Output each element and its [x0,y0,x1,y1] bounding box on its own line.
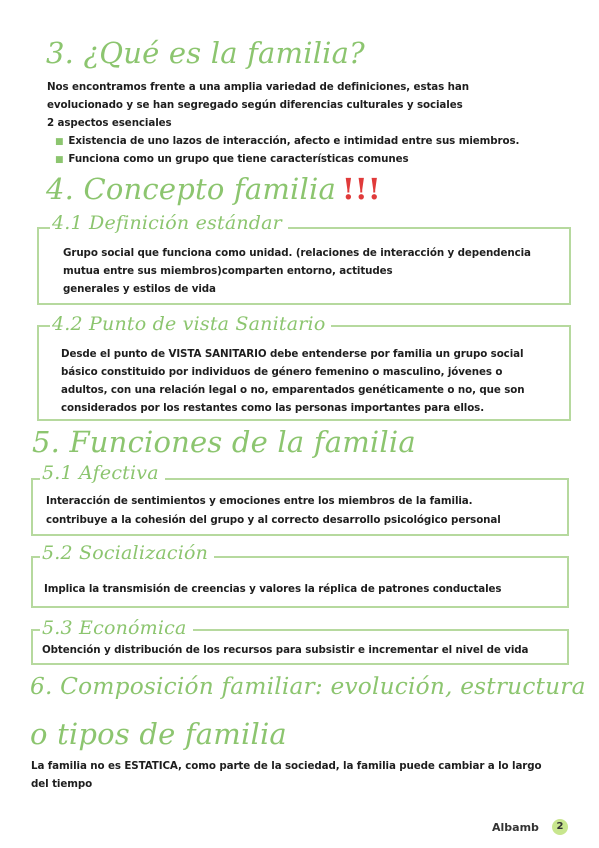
section-6-line-2: del tiempo [31,778,93,790]
section-3-line-1: Nos encontramos frente a una amplia variedad de definiciones, estas han [47,81,469,93]
section-3-title: 3. ¿Qué es la familia? [46,36,365,70]
subsection-5-3-title: 5.3 Económica [40,617,193,639]
box-4-1-line-2: mutua entre sus miembros)comparten entorno, actitudes [63,265,393,277]
box-4-2-line-3: adultos, con una relación legal o no, emparentados genéticamente o no, que son [61,384,525,396]
section-6-title-line-2: o tipos de familia [30,717,287,751]
section-3-bullet-1: ■ Existencia de uno lazos de interacción, afecto e intimidad entre sus miembros. [55,135,520,147]
section-6-title-line-1: 6. Composición familiar: evolución, estructura [30,673,586,700]
section-6-line-1: La familia no es ESTATICA, como parte de la sociedad, la familia puede cambiar a lo largo [31,760,542,772]
subsection-5-2-title: 5.2 Socialización [40,542,214,564]
section-5-title: 5. Funciones de la familia [32,425,416,459]
exclamation-icon: !!! [341,172,381,206]
subsection-5-1-title: 5.1 Afectiva [40,462,165,484]
section-4-title: 4. Concepto familia !!! [46,172,381,206]
box-5-1-line-2: contribuye a la cohesión del grupo y al correcto desarrollo psicológico personal [46,514,501,526]
box-5-1-line-1: Interacción de sentimientos y emociones entre los miembros de la familia. [46,495,473,507]
bullet-icon: ■ [55,155,64,165]
box-4-2-line-2: básico constituido por individuos de género femenino o masculino, jóvenes o [61,366,503,378]
box-4-1-line-1: Grupo social que funciona como unidad. (relaciones de interacción y dependencia [63,247,531,259]
section-3-bullet-2: ■ Funciona como un grupo que tiene características comunes [55,153,409,165]
box-5-2-line-1: Implica la transmisión de creencias y valores la réplica de patrones conductales [44,583,502,595]
box-4-2-line-4: considerados por los restantes como las personas importantes para ellos. [61,402,485,414]
box-4-2-line-1: Desde el punto de VISTA SANITARIO debe entenderse por familia un grupo social [61,348,524,360]
page-number-badge: 2 [552,819,568,835]
subsection-4-1-title: 4.1 Definición estándar [50,212,288,234]
section-3-line-3: 2 aspectos esenciales [47,117,172,129]
subsection-4-2-title: 4.2 Punto de vista Sanitario [50,313,331,335]
footer-author: Albamb [492,821,539,834]
box-5-3-line-1: Obtención y distribución de los recursos para subsistir e incrementar el nivel de vida [42,644,529,656]
bullet-icon: ■ [55,137,64,147]
section-3-line-2: evolucionado y se han segregado según diferencias culturales y sociales [47,99,463,111]
box-4-1-line-3: generales y estilos de vida [63,283,216,295]
